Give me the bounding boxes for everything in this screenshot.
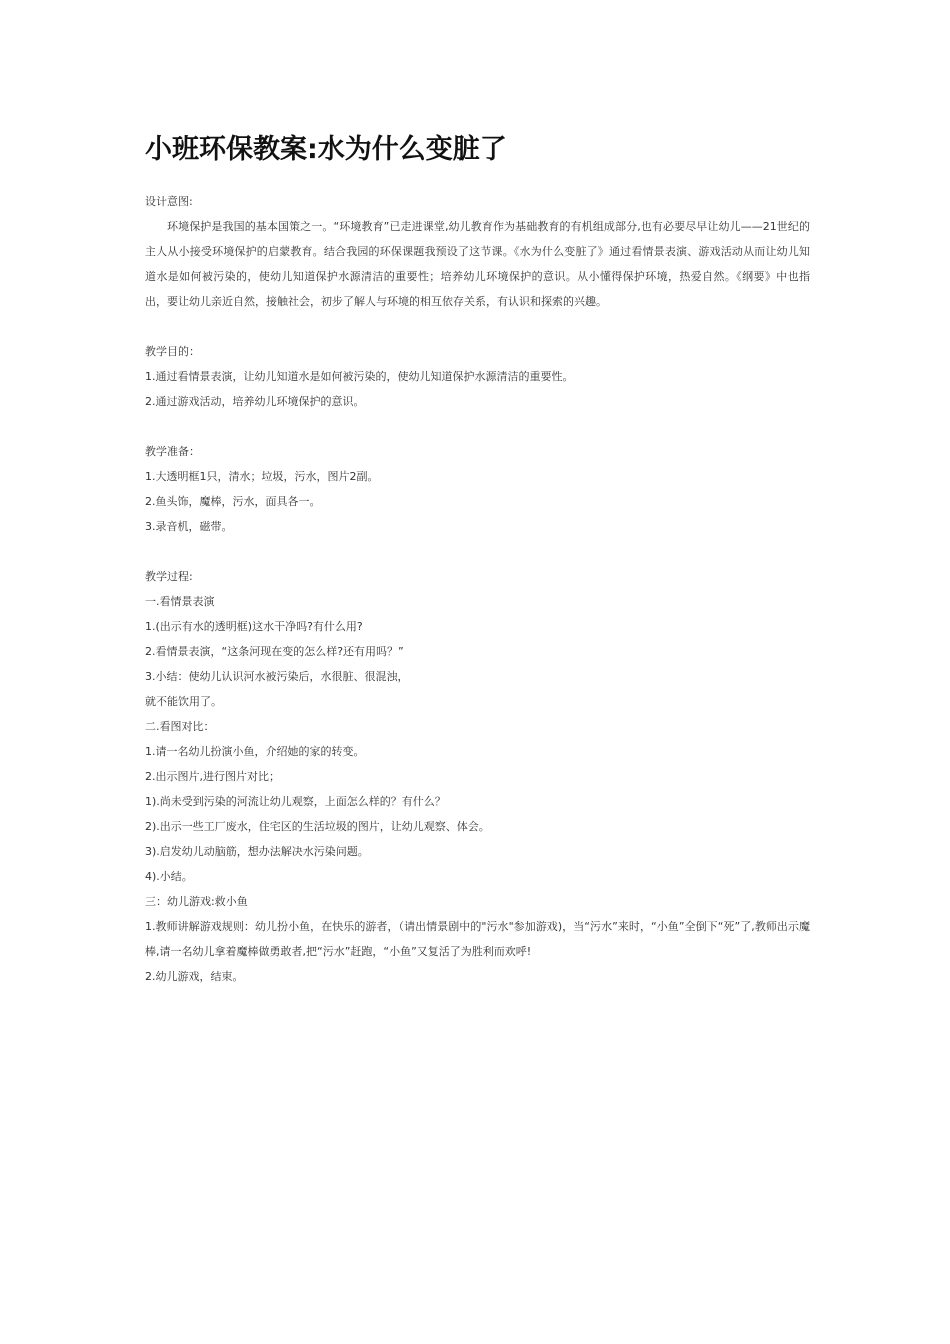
process-item: 3.小结：使幼儿认识河水被污染后，水很脏、很混浊， (145, 670, 409, 683)
process-item: 就不能饮用了。 (145, 695, 222, 708)
process-item: 1.(出示有水的透明框)这水干净吗?有什么用? (145, 620, 363, 633)
process-item: 2.出示图片,进行图片对比； (145, 770, 280, 783)
process-item: 1).尚未受到污染的河流让幼儿观察，上面怎么样的？有什么？ (145, 795, 446, 808)
page-title: 小班环保教案:水为什么变脏了 (145, 134, 507, 165)
process-part-heading: 一.看情景表演 (145, 595, 215, 608)
document-body (145, 189, 810, 989)
design-heading: 设计意图: (145, 195, 193, 208)
process-item: 1.教师讲解游戏规则：幼儿扮小鱼，在快乐的游者，（请出情景剧中的"污水"参加游戏)，当“污水”来时，“小鱼”全倒下“死”了,教师出示魔棒,请一名幼儿拿着魔棒做勇敢者,把“污水”赶跑，“小鱼”又复活了为胜利而欢呼! (145, 920, 810, 958)
goal-item: 1.通过看情景表演，让幼儿知道水是如何被污染的，使幼儿知道保护水源清洁的重要性。 (145, 370, 574, 383)
goal-item: 2.通过游戏活动，培养幼儿环境保护的意识。 (145, 395, 365, 408)
process-item: 3).启发幼儿动脑筋，想办法解决水污染问题。 (145, 845, 369, 858)
prep-item: 3.录音机，磁带。 (145, 520, 233, 533)
design-paragraph: 环境保护是我国的基本国策之一。“环境教育”已走进课堂,幼儿教育作为基础教育的有机组成部分,也有必要尽早让幼儿——21世纪的主人从小接受环境保护的启蒙教育。结合我园的环保课题我预设了这节课。《水为什么变脏了》通过看情景表演、游戏活动从而让幼儿知道水是如何被污染的，使幼儿知道保护水源清洁的重要性；培养幼儿环境保护的意识。从小懂得保护环境，热爱自然。《纲要》中也指出，要让幼儿亲近自然，接触社会，初步了解人与环境的相互依存关系，有认识和探索的兴趣。 (145, 220, 810, 308)
process-item: 1.请一名幼儿扮演小鱼，介绍她的家的转变。 (145, 745, 365, 758)
process-item: 2).出示一些工厂废水，住宅区的生活垃圾的图片，让幼儿观察、体会。 (145, 820, 490, 833)
goals-heading: 教学目的： (145, 345, 200, 358)
section-spacer (145, 414, 810, 439)
process-part-heading: 三：幼儿游戏:救小鱼 (145, 895, 248, 908)
prep-heading: 教学准备： (145, 445, 200, 458)
process-item: 2.看情景表演，“这条河现在变的怎么样?还有用吗？” (145, 645, 404, 658)
process-item: 4).小结。 (145, 870, 193, 883)
process-item: 2.幼儿游戏，结束。 (145, 970, 244, 983)
section-spacer (145, 314, 810, 339)
prep-item: 2.鱼头饰，魔棒，污水，面具各一。 (145, 495, 321, 508)
process-part-heading: 二.看图对比： (145, 720, 215, 733)
process-heading: 教学过程: (145, 570, 193, 583)
prep-item: 1.大透明框1只，清水；垃圾，污水，图片2副。 (145, 470, 379, 483)
section-spacer (145, 539, 810, 564)
